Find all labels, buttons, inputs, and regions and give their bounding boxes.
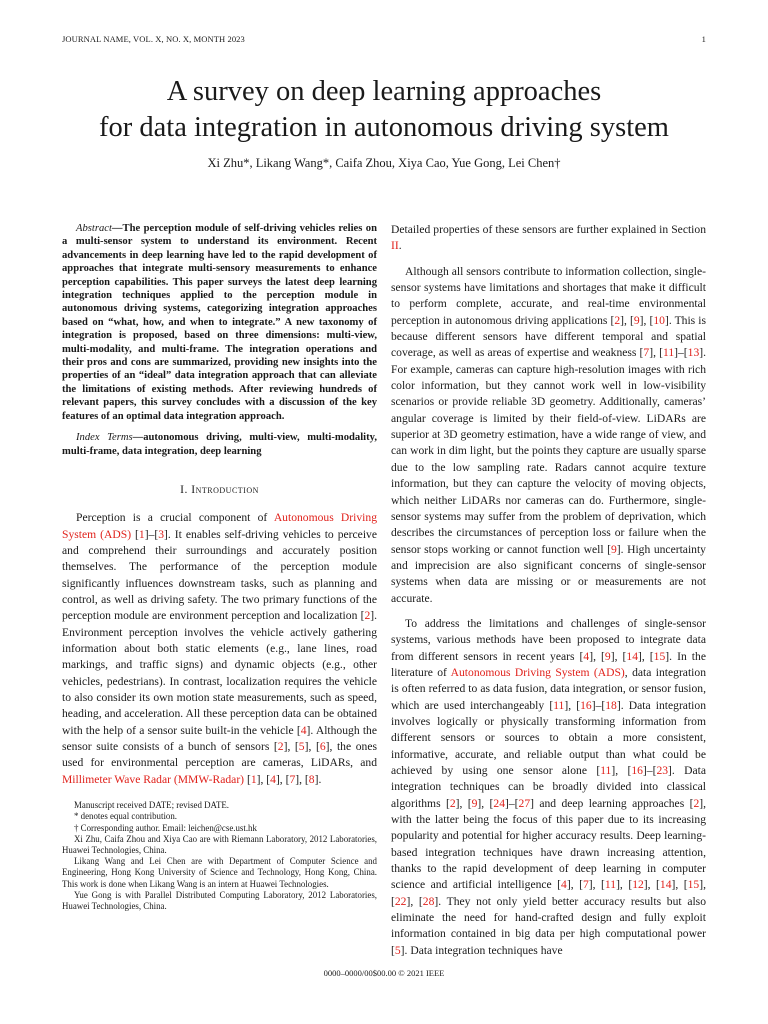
text-run: ], [	[477, 796, 494, 810]
page-number: 1	[701, 34, 706, 44]
citation-link[interactable]: 2	[614, 313, 621, 327]
text-run: ]. Although the sensor suite consists of a bunch of sensors [	[62, 723, 377, 754]
text-run: Although all sensors contribute to information collection, single-sensor systems have limitations and shortages that make it difficult to perform complete, accurate, and real-time environmental perception in autonomous driving applications [	[391, 264, 706, 327]
title-line-1: A survey on deep learning approaches	[166, 76, 602, 107]
text-run: ]. This is because different sensors have different temporal and spatial coverage, as well as areas of expertise and weakness [	[391, 313, 706, 360]
citation-link[interactable]: 27	[518, 796, 531, 810]
citation-link[interactable]: 16	[631, 764, 643, 777]
acronym-link-mmw-radar[interactable]: Millimeter Wave Radar (MMW-Radar)	[62, 772, 245, 786]
text-run: ], [	[564, 698, 581, 712]
abstract-label: Abstract	[76, 223, 112, 234]
footnote: * denotes equal contribution.	[74, 811, 178, 822]
text-run: ]. Environment perception involves the vehicle actively gathering information about both static elements (e.g., lane lines, road markings, and traffic signs) and dynamic objects (e.g., other vehicles, pedestrians). In contrast, localization requires the vehicle to also consider its own motion state measurements, such as speed, heading, and acceleration. All these perception data can be obtained with the help of a sensor suite built-in the vehicle [	[62, 609, 377, 737]
body-paragraph	[391, 264, 706, 607]
text-run: ], the ones used for environmental perception are cameras, LiDARs, and	[62, 740, 377, 770]
citation-link[interactable]: 5	[298, 740, 305, 754]
text-run: ], [	[283, 740, 299, 754]
text-run: ], [	[406, 894, 423, 908]
text-run: ], [	[643, 878, 660, 892]
citation-link[interactable]: 1	[250, 772, 257, 786]
citation-link[interactable]: 11	[553, 698, 565, 712]
text-run: ]. Data integration techniques can be broadly divided into classical algorithms [	[391, 764, 706, 810]
footnote: Manuscript received DATE; revised DATE.	[74, 800, 230, 811]
citation-link[interactable]: 10	[653, 313, 665, 327]
section-title: Introduction	[191, 482, 259, 496]
text-run: ], [	[620, 313, 634, 327]
text-run: [	[244, 772, 251, 786]
citation-link[interactable]: 9	[604, 649, 611, 663]
citation-link[interactable]: 9	[610, 542, 617, 556]
text-run: Detailed properties of these sensors are further explained in Section	[391, 223, 706, 236]
text-run: ], [	[295, 772, 309, 786]
footnote: Likang Wang and Lei Chen are with Department of Computer Science and Engineering, Hong Kong University of Science and Technology, Hong Kong, China. This work is done when Likang Wang is an intern at Huawei Technologies.	[62, 856, 377, 889]
text-run: ] and deep learning approaches [	[530, 796, 694, 810]
text-run: ]–[	[674, 346, 688, 360]
citation-link[interactable]: 3	[158, 527, 165, 541]
citation-link[interactable]: 4	[583, 649, 590, 663]
abstract-text: —The perception module of self-driving vehicles relies on a multi-sensor system to understand its environment. Recent advancements in deep learning have led to the rapid development of approaches that integrate multi-sensory measurements to enhance perception capabilities. This paper surveys the latest deep learning integration techniques applied to the perception module in autonomous driving systems, categorizing integration approaches based on “what, how, and when to integrate.” A new taxonomy of integration is proposed, based on three dimensions: multi-view, multi-modality, and multi-frame. The integration operations and their pros and cons are summarized, providing new insights into the properties of an “ideal” data integration approach that can alleviate the limitations of existing methods. After reviewing hundreds of relevant papers, this survey concludes with a discussion of the key features of an optimal data integration approach.	[62, 223, 377, 422]
text-run: ], [	[256, 772, 271, 786]
citation-link[interactable]: 14	[626, 649, 638, 663]
abstract	[62, 222, 377, 423]
text-run: ]–[	[591, 698, 606, 712]
citation-link[interactable]: 6	[319, 740, 326, 754]
acronym-link-ads[interactable]: Autonomous Driving System (ADS)	[62, 511, 377, 541]
text-run: Perception is a crucial component of	[76, 511, 274, 525]
intro-paragraph	[62, 510, 377, 788]
text-run: ]–[	[505, 796, 519, 810]
citation-link[interactable]: 11	[604, 878, 617, 892]
text-run: To address the limitations and challenges of single-sensor systems, various methods have been proposed to integrate data from different sensors in recent years [	[391, 616, 706, 663]
text-run: ], [	[589, 649, 605, 663]
footnote: Yue Gong is with Parallel Distributed Computing Laboratory, 2012 Laboratories, Huawei Technologies, China.	[62, 889, 377, 911]
text-run: , data integration is often referred to as data fusion, data integration, or sensor fusion, which are used interchangeably [	[391, 665, 706, 712]
text-run: ], [	[588, 878, 605, 892]
citation-link[interactable]: 5	[394, 943, 401, 957]
text-run: ], [	[637, 649, 654, 663]
citation-link[interactable]: 11	[662, 346, 675, 360]
text-run: ], [	[391, 878, 706, 908]
citation-link[interactable]: 16	[580, 698, 592, 712]
citation-link[interactable]: 12	[632, 878, 644, 892]
text-run: ], with the latter being the focus of this paper due to its increasing popularity and potential for higher accuracy results. Deep learning-based integration techniques have drawn increasing attention, thanks to the rapid development of deep learning in computer science and artificial intelligence [	[391, 796, 707, 892]
text-run: ]. Data integration techniques have	[400, 943, 563, 957]
citation-link[interactable]: 8	[308, 772, 315, 786]
citation-link[interactable]: 13	[687, 346, 700, 360]
citation-link[interactable]: 7	[643, 346, 650, 360]
citation-link[interactable]: 22	[394, 894, 407, 908]
citation-link[interactable]: 2	[693, 796, 700, 810]
text-run: ]–[	[144, 527, 159, 541]
citation-link[interactable]: 2	[364, 609, 371, 623]
text-run: ]. In the literature of	[391, 649, 706, 679]
text-run: ], [	[616, 878, 633, 892]
footnote: † Corresponding author. Email: leichen@cse.ust.hk	[74, 822, 257, 833]
section-ref-link[interactable]: II	[391, 239, 399, 253]
text-run: ], [	[649, 346, 663, 360]
citation-link[interactable]: 9	[633, 313, 640, 327]
citation-link[interactable]: 18	[605, 698, 617, 712]
text-run: ]. High uncertainty and imprecision are also significant concerns of single-sensor systems when data are missing or or measurements are not accurate.	[391, 542, 706, 605]
body-paragraph	[391, 616, 706, 959]
author-list: Xi Zhu*, Likang Wang*, Caifa Zhou, Xiya Cao, Yue Gong, Lei Chen†	[207, 156, 561, 170]
citation-link[interactable]: 4	[561, 878, 567, 892]
paper-title	[40, 74, 728, 146]
citation-link[interactable]: 15	[653, 649, 666, 663]
citation-link[interactable]: 14	[659, 878, 672, 892]
section-number: I.	[180, 482, 188, 496]
running-header	[62, 34, 706, 44]
citation-link[interactable]: 24	[493, 796, 506, 810]
text-run: ], [	[455, 796, 472, 810]
index-terms-label: Index Terms	[76, 432, 133, 444]
text-run: ]. It enables self-driving vehicles to perceive and comprehend their surroundings and accurately position themselves. The performance of the perception module significantly influences downstream tasks, such as planning and control, as well as driving safety. The two primary functions of the perception module are environment perception and localization [	[62, 527, 377, 623]
text-run: ], [	[639, 313, 654, 327]
copyright-footer: 0000–0000/00$00.00 © 2021 IEEE	[323, 968, 445, 978]
text-run: ], [	[611, 764, 632, 777]
acronym-link-ads[interactable]: Autonomous Driving System (ADS)	[450, 665, 625, 679]
citation-link[interactable]: 23	[656, 764, 669, 777]
text-run: ], [	[566, 878, 583, 892]
citation-link[interactable]: 4	[300, 723, 307, 737]
title-line-2: for data integration in autonomous driving system	[99, 112, 669, 143]
footnotes	[62, 800, 377, 912]
citation-link[interactable]: 11	[600, 764, 612, 777]
text-run: [	[131, 527, 139, 541]
citation-link[interactable]: 1	[138, 527, 145, 541]
text-run: ], [	[275, 772, 290, 786]
text-run: ], [	[304, 740, 320, 754]
citation-link[interactable]: 2	[277, 740, 284, 754]
citation-link[interactable]: 9	[471, 796, 478, 810]
citation-link[interactable]: 7	[582, 878, 589, 892]
index-terms	[62, 431, 377, 458]
citation-link[interactable]: 2	[449, 796, 456, 810]
right-column	[391, 222, 706, 959]
journal-name: JOURNAL NAME, VOL. X, NO. X, MONTH 2023	[62, 34, 245, 44]
citation-link[interactable]: 7	[289, 772, 296, 786]
continued-paragraph	[391, 222, 706, 255]
citation-link[interactable]: 4	[270, 772, 276, 786]
text-run: ]–[	[642, 764, 657, 777]
citation-link[interactable]: 28	[422, 894, 435, 908]
text-run: .	[398, 239, 402, 253]
text-run: ]. For example, cameras can capture high-resolution images with rich color information, but they cannot work well in low-visibility scenarios or provide reliable 3D geometry. Additionally, cameras’ angular coverage is limited by their field-of-view. LiDARs are superior at 3D geometry estimation, have a wide range of view, and can work in dim light, but the points they capture are usually sparse due to the low sampling rate. Radars cannot acquire texture information, but they can capture the velocity of moving objects, which neither LiDARs nor cameras can do. Furthermore, single-sensor systems may suffer from the problem of deprivation, which describes the circumstances of perception loss or failure when the sensor stops working or cannot function well [	[391, 346, 707, 556]
citation-link[interactable]: 15	[687, 878, 700, 892]
text-run: ]. They not only yield better accuracy results but also eliminate the need for hand-crafted design and fully exploit information contained in big data per high computational power [	[391, 894, 706, 957]
text-run: ]. Data integration involves logically or physically transforming information from different sensors or sources to obtain a more consistent, informative, accurate, and reliable output than what could be achieved by using one sensor alone [	[391, 698, 706, 777]
left-column	[62, 222, 377, 912]
text-run: ], [	[610, 649, 627, 663]
section-heading	[62, 482, 377, 498]
index-terms-text: —autonomous driving, multi-view, multi-modality, multi-frame, data integration, deep learning	[62, 432, 377, 457]
text-run: ], [	[671, 878, 688, 892]
footnote: Xi Zhu, Caifa Zhou and Xiya Cao are with Riemann Laboratory, 2012 Laboratories, Huawei Technologies, China.	[62, 833, 377, 855]
text-run: ].	[314, 772, 322, 786]
